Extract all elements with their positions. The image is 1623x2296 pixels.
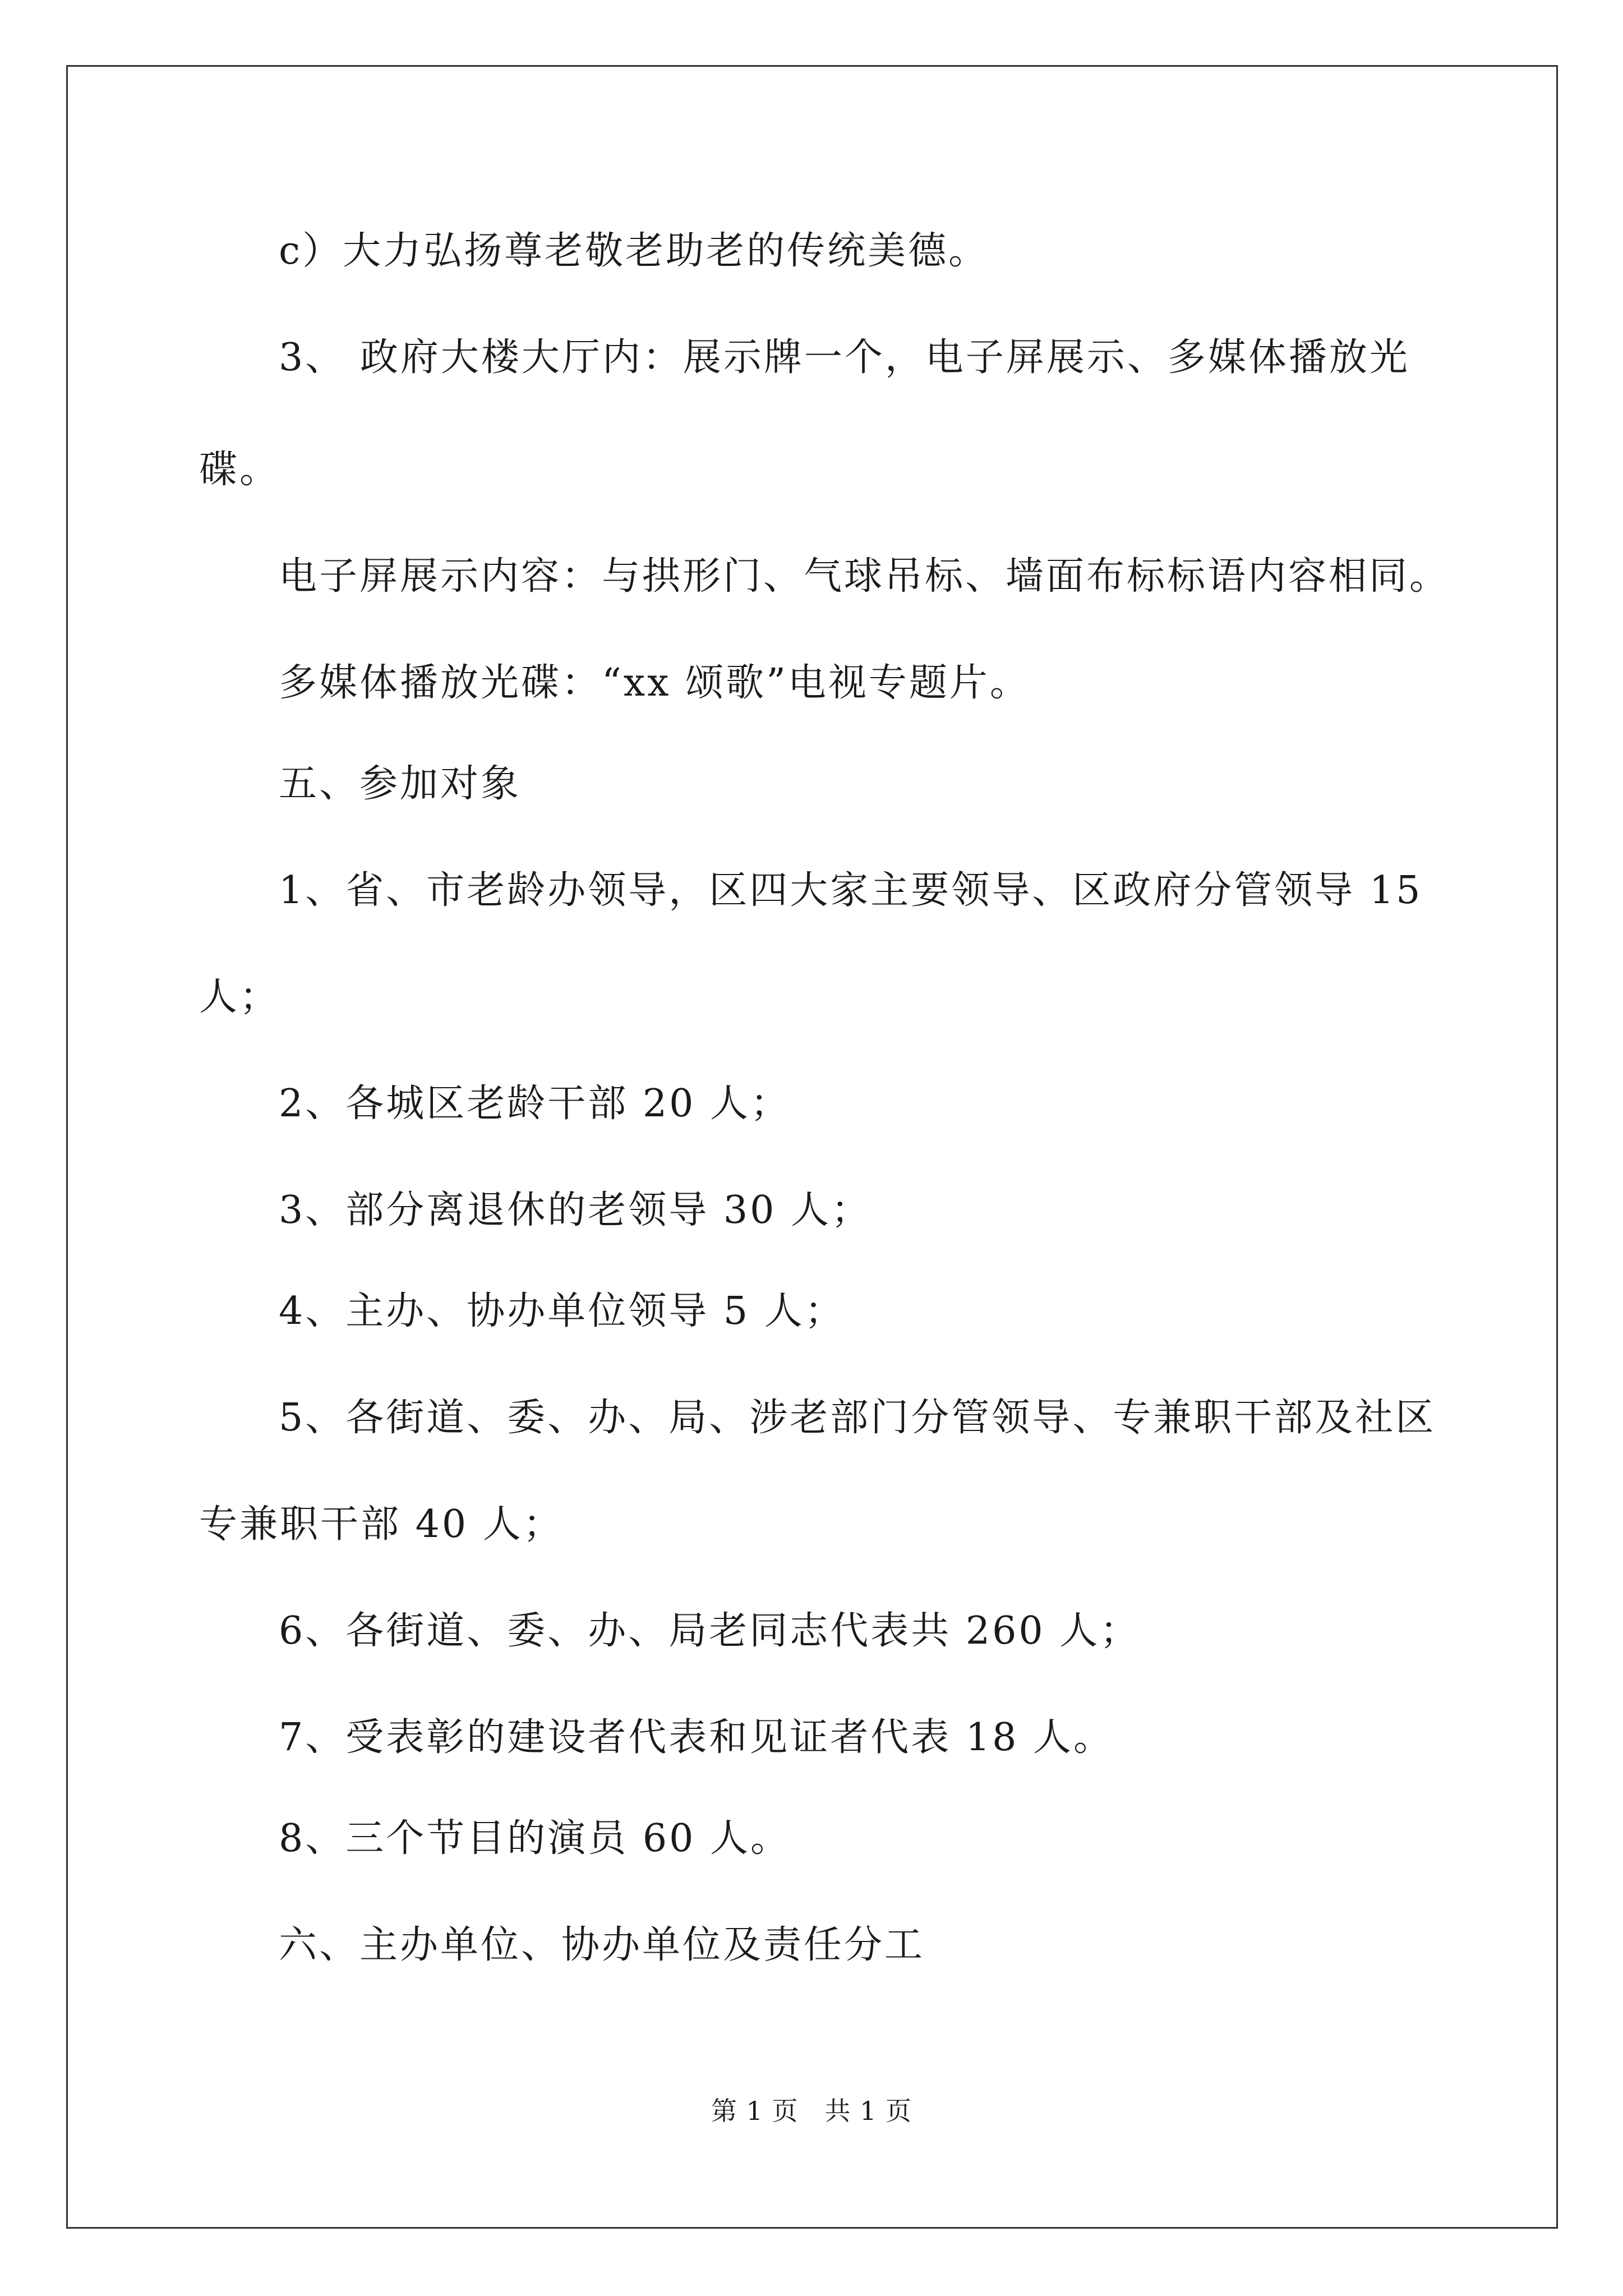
paragraph-3-lobby: 3、 政府大楼大厅内：展示牌一个，电子屏展示、多媒体播放光 — [279, 335, 1410, 380]
list-item-1: 1、省、市老龄办领导，区四大家主要领导、区政府分管领导 15 — [279, 868, 1423, 913]
list-item-4: 4、主办、协办单位领导 5 人； — [279, 1289, 845, 1333]
list-item-2: 2、各城区老龄干部 20 人； — [279, 1082, 791, 1126]
page-border — [66, 65, 1558, 2229]
list-item-5: 5、各街道、委、办、局、涉老部门分管领导、专兼职干部及社区 — [279, 1396, 1436, 1440]
list-item-5-cont: 专兼职干部 40 人； — [199, 1502, 564, 1547]
heading-participants: 五、参加对象 — [279, 762, 522, 806]
paragraph-screen-content: 电子屏展示内容：与拱形门、气球吊标、墙面布标标语内容相同。 — [279, 554, 1450, 599]
paragraph-multimedia: 多媒体播放光碟：“xx 颂歌”电视专题片。 — [279, 661, 1030, 705]
list-item-3: 3、部分离退休的老领导 30 人； — [279, 1188, 872, 1232]
list-item-8: 8、三个节目的演员 60 人。 — [279, 1816, 791, 1861]
paragraph-c-virtue: c）大力弘扬尊老敬老助老的传统美德。 — [279, 229, 989, 273]
paragraph-3-lobby-cont: 碟。 — [199, 448, 280, 492]
heading-organizers: 六、主办单位、协办单位及责任分工 — [279, 1923, 925, 1967]
page-footer: 第 1 页 共 1 页 — [711, 2096, 912, 2126]
list-item-6: 6、各街道、委、办、局老同志代表共 260 人； — [279, 1609, 1141, 1653]
list-item-7: 7、受表彰的建设者代表和见证者代表 18 人。 — [279, 1715, 1114, 1760]
list-item-1-cont: 人； — [199, 975, 280, 1019]
